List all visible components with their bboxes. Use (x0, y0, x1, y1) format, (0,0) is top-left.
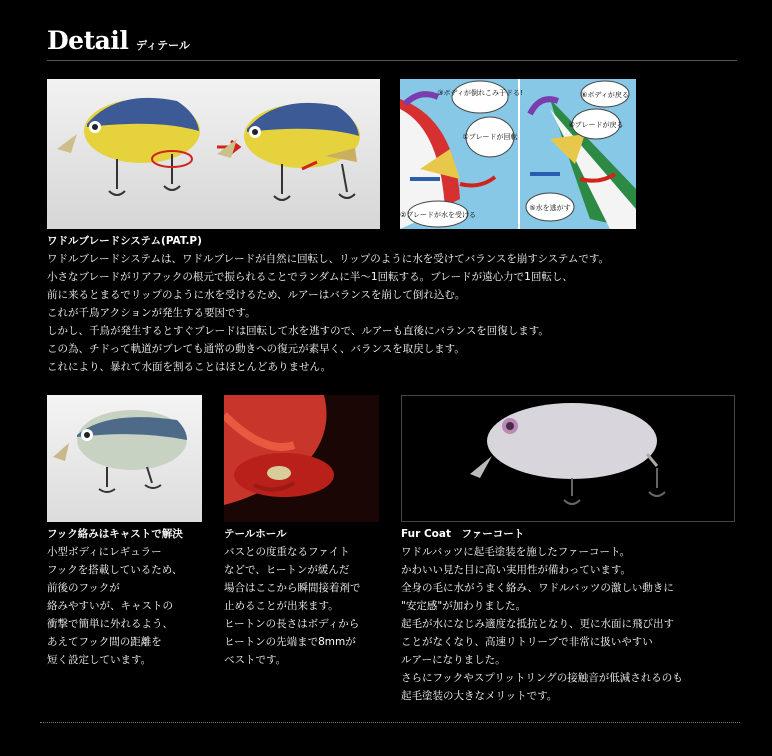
blade-diagram (400, 79, 636, 229)
hook-line: 衝撃で簡単に外れるよう、 (47, 618, 173, 630)
bottom-divider (40, 722, 740, 723)
tail-heading: テールホール (224, 528, 287, 540)
callout-5: ⑤水を逃がす (529, 204, 571, 212)
fur-coat-illustration (402, 396, 734, 521)
hook-line: 小型ボディにレギュラー (47, 546, 162, 558)
blade-diagram-svg (400, 79, 636, 229)
hook-line: フックを搭載しているため、 (47, 564, 183, 576)
fur-line: 起毛塗装の大きなメリットです。 (401, 690, 558, 702)
fur-line: ことがなくなり、高速リトリーブで非常に扱いやすい (401, 636, 653, 648)
tail-line: ヒートンの長さはボディから (224, 618, 360, 630)
tail-hole-photo (224, 395, 379, 522)
lure-illustration (47, 79, 380, 229)
callout-1: ①ブレードが回転 (462, 133, 518, 141)
waddle-line: これにより、暴れて水面を割ることはほとんどありません。 (47, 361, 332, 373)
tail-line: などで、ヒートンが緩んだ (224, 564, 350, 576)
waddle-line: ワドルブレードシステムは、ワドルブレードが自然に回転し、リップのように水を受けてバランスを崩すシステムです。 (47, 253, 610, 265)
waddle-blade-photo (47, 79, 380, 229)
fur-line: "安定感"が加わりました。 (401, 600, 527, 612)
lure-right (217, 103, 360, 200)
waddle-line: 前に来るとまるでリップのように水を受けるため、ルアーはバランスを崩して倒れ込む。 (47, 289, 466, 301)
fur-coat-photo (401, 395, 735, 522)
waddle-line: しかし、千鳥が発生するとすぐブレードは回転して水を逃すので、ルアーも直後にバランスを回復します。 (47, 325, 549, 337)
fur-line: さらにフックやスプリットリングの接触音が低減されるのも (401, 672, 683, 684)
fur-heading: Fur Coat ファーコート (401, 528, 525, 540)
callout-3: ③ボディが倒れこみ于ドる! (437, 89, 523, 97)
hook-heading: フック絡みはキャストで解決 (47, 528, 183, 540)
fur-line: ワドルバッツに起毛塗装を施したファーコート。 (401, 546, 631, 558)
waddle-blade-section (47, 232, 609, 376)
fur-line: 起毛が水になじみ適度な抵抗となり、更に水面に飛び出す (401, 618, 674, 630)
callout-6: ⑥ボディが戻る (581, 91, 629, 99)
fur-line: 全身の毛に水がうまく絡み、ワドルバッツの激しい動きに (401, 582, 674, 594)
fur-line: ルアーになりました。 (401, 654, 506, 666)
hook-line: 短く設定しています。 (47, 654, 152, 666)
page-title: Detail (47, 26, 129, 55)
tail-line: 止めることが出来ます。 (224, 600, 339, 612)
hook-section (47, 525, 183, 669)
hook-photo (47, 395, 202, 522)
page-subtitle: ディテール (136, 39, 190, 52)
detail-header (47, 26, 737, 61)
hook-line: あえてフック間の距離を (47, 636, 162, 648)
hook-line: 絡みやすいが、キャストの (47, 600, 173, 612)
waddle-line: この為、チドって軌道がブレても通常の動きへの復元が素早く、バランスを取戻します。 (47, 343, 465, 355)
hook-line: 前後のフックが (47, 582, 120, 594)
tail-hole-section (224, 525, 361, 669)
tail-line: ベストです。 (224, 654, 287, 666)
waddle-line: 小さなブレードがリアフックの根元で振られることでランダムに半〜1回転する。ブレードが遠心力で1回転し、 (47, 271, 573, 283)
tail-line: 場合はここから瞬間接着剤で (224, 582, 361, 594)
callout-4: ④ブレードが戻る (568, 121, 624, 129)
fur-line: かわいい見た目に高い実用性が備わっています。 (401, 564, 632, 576)
tail-line: ヒートンの先端まで8mmが (224, 636, 356, 648)
lure-left (57, 98, 200, 195)
fur-coat-section (401, 525, 683, 705)
waddle-line: これが千鳥アクションが発生する要因です。 (47, 307, 256, 319)
callout-2: ②ブレードが水を受ける (400, 211, 476, 219)
waddle-heading: ワドルブレードシステム(PAT.P) (47, 235, 202, 247)
tail-hole-illustration (224, 395, 379, 522)
hook-lure-illustration (47, 395, 202, 522)
tail-line: バスとの度重なるファイト (224, 546, 350, 558)
